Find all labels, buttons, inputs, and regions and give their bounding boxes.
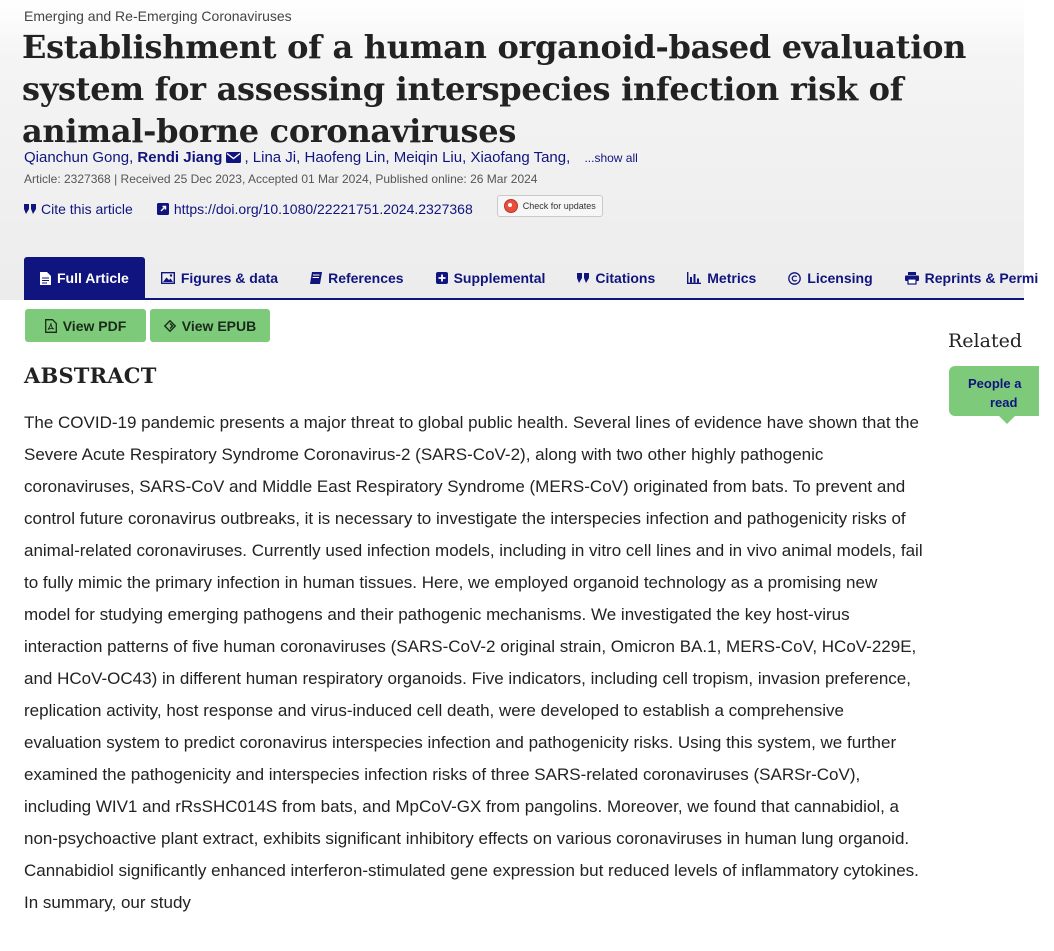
author-separator: , [129,149,138,166]
tab-label: Full Article [57,270,129,286]
abstract-text: The COVID-19 pandemic presents a major threat to global public health. Several lines of evidence have shown that the Severe Acute Respiratory Syndrome Coronavirus-2 (SARS-CoV-2), along with two other highly pathogenic coronaviruses, SARS-CoV and Middle East Respiratory Syndrome (MERS-CoV) originated from bats. To prevent and control future coronavirus outbreaks, it is necessary to investigate the interspecies infection and pathogenicity risks of animal-related coronaviruses. Currently used infection models, including in vitro cell lines and in vivo animal models, fail to fully mimic the primary infection in human tissues. Here, we employed organoid technology as a promising new model for studying emerging pathogens and their pathogenic mechanisms. We investigated the key host-virus interaction patterns of five human coronaviruses (SARS-CoV-2 original strain, Omicron BA.1, MERS-CoV, HCoV-229E, and HCoV-OC43) in different human respiratory organoids. Five indicators, including cell tropism, invasion preference, replication activity, host response and virus-induced cell death, were developed to establish a comprehensive evaluation system to predict coronavirus interspecies infection and pathogenicity risks. Using this system, we further examined the pathogenicity and interspecies infection risks of three SARS-related coronaviruses (SARSr-CoV), including WIV1 and rRsSHC014S from bats, and MpCoV-GX from pangolins. Moreover, we found that cannabidiol, a non-psychoactive plant extract, exhibits significant inhibitory effects on various coronaviruses in human lung organoid. Cannabidiol significantly enhanced interferon-stimulated gene expression but reduced levels of inflammatory cytokines. In summary, our study [24,413,923,912]
author-name: Qianchun Gong [24,149,130,166]
people-also-read-label: read [990,395,1018,410]
image-icon [161,272,175,284]
copyright-icon [788,272,801,285]
article-title: Establishment of a human organoid-based evaluation system for assessing interspecies infection risk of animal-borne coronaviruses [22,28,967,150]
author-name: Haofeng Lin [304,149,386,166]
doi-link[interactable] [157,201,473,217]
tab-underline [24,298,1024,300]
show-all-authors-link[interactable]: ...show all [584,151,638,165]
author-link[interactable] [253,149,296,166]
people-also-read-label: People a [968,376,1022,391]
tab-references[interactable] [294,257,420,299]
cite-label: Cite this article [41,201,133,217]
author-name: Lina Ji [252,149,297,166]
article-meta [24,172,537,186]
book-icon [310,272,322,284]
related-heading: Related [948,330,1022,352]
author-name: Meiqin Liu [393,149,463,166]
author-separator: , [296,149,305,166]
view-epub-button[interactable] [150,309,270,342]
cite-article-link[interactable] [24,201,133,217]
bar-chart-icon [687,272,701,284]
tab-reprints-permissions[interactable] [889,257,1054,299]
tab-label: Figures & data [180,270,279,286]
view-pdf-button[interactable] [25,309,146,342]
document-icon [40,272,51,285]
author-separator: , [385,149,394,166]
tab-label: References [328,270,404,286]
tab-supplemental[interactable] [420,257,562,299]
doi-label: https://doi.org/10.1080/22221751.2024.2327368 [173,201,473,217]
author-separator: , [566,149,571,166]
tab-label: Citations [595,270,656,286]
article-tabs [24,257,1054,299]
crossmark-icon [504,199,518,213]
author-link[interactable] [470,149,566,166]
article-number: Article: 2327368 [24,172,111,186]
view-pdf-label: View PDF [62,317,127,334]
updates-label: Check for updates [522,201,596,211]
tab-citations[interactable] [561,257,671,299]
view-epub-label: View EPUB [181,317,257,334]
mail-icon[interactable] [226,152,241,163]
author-separator: , [462,149,471,166]
plus-box-icon [436,272,448,284]
meta-separator: | [110,172,121,186]
article-tools [24,201,603,217]
author-link[interactable] [304,149,385,166]
tab-licensing[interactable] [772,257,888,299]
author-name: Xiaofang Tang [470,149,567,166]
tab-label: Supplemental [453,270,546,286]
print-icon [905,272,919,284]
tab-metrics[interactable] [671,257,772,299]
tab-figures-data[interactable] [145,257,294,299]
pdf-icon [45,319,57,333]
external-link-icon [157,203,169,215]
journal-section-label: Emerging and Re-Emerging Coronaviruses [24,8,292,24]
tab-label: Metrics [707,270,757,286]
author-name: Rendi Jiang [137,149,223,166]
quote-icon [24,204,36,214]
article-dates: Received 25 Dec 2023, Accepted 01 Mar 2024, Published online: 26 Mar 2024 [120,172,538,186]
author-link[interactable] [394,149,462,166]
tab-full-article[interactable] [24,257,145,299]
quote-icon [577,273,589,283]
author-list [24,149,638,166]
check-for-updates-badge[interactable] [497,195,603,217]
author-separator: , [244,149,253,166]
tab-label: Licensing [807,270,873,286]
author-link[interactable] [24,149,129,166]
epub-icon [164,320,176,332]
corresponding-author-link[interactable] [137,149,222,166]
abstract-heading: ABSTRACT [24,363,157,388]
people-also-read-tab[interactable] [949,366,1039,416]
tab-label: Reprints & Permi [924,270,1039,286]
